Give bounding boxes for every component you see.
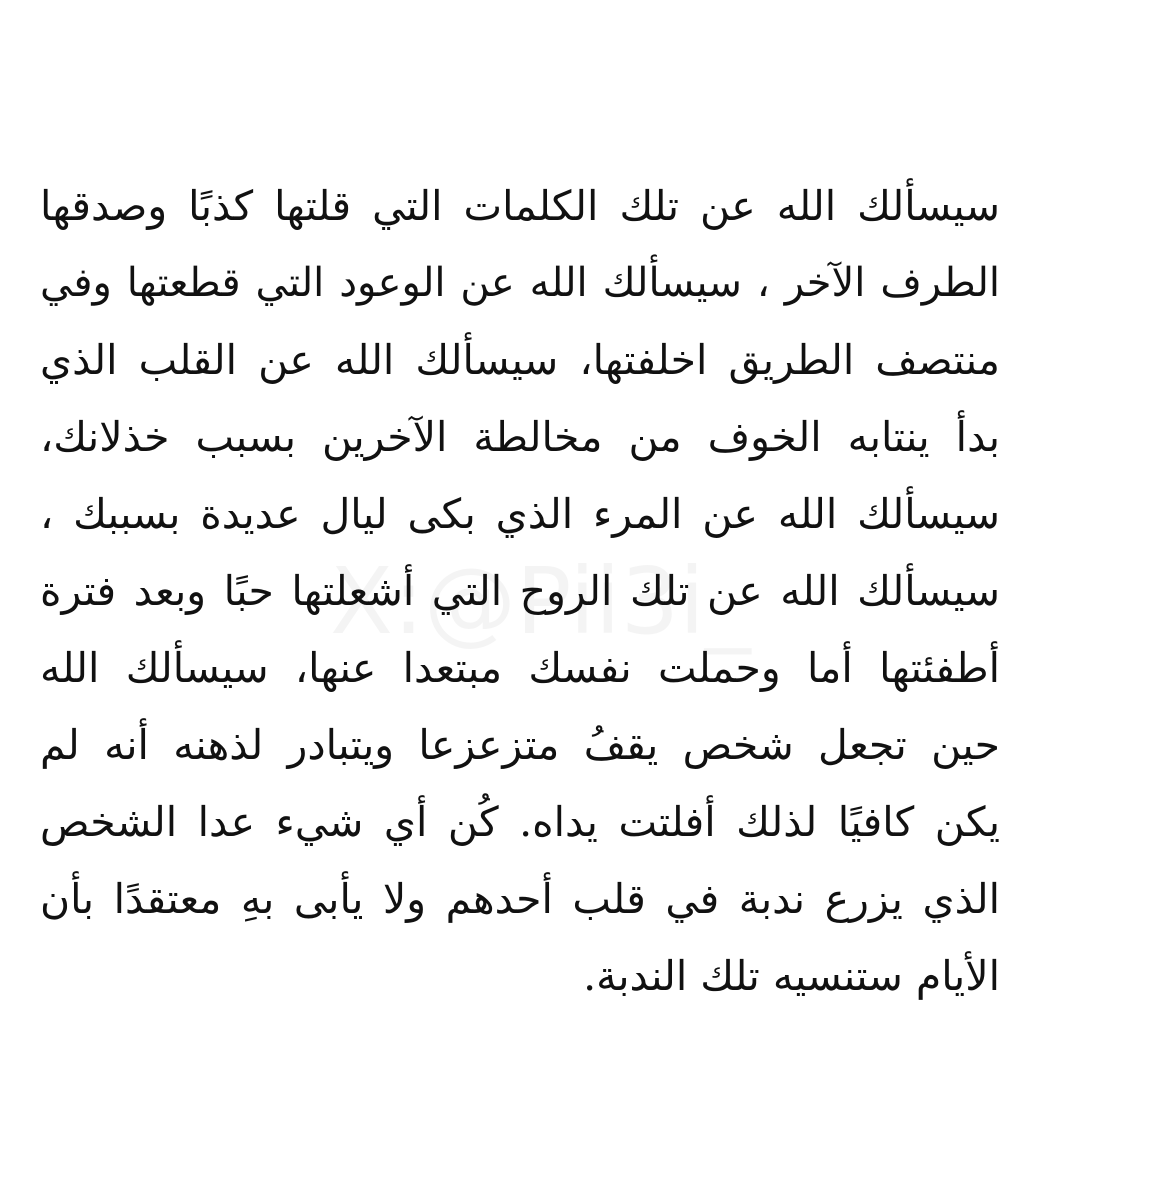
text-line-6: سيسألك الله عن تلك الروح التي أشعلتها حبًا وبعد فترة (40, 567, 1000, 615)
text-line-11: الأيام ستنسيه تلك الندبة. (583, 952, 1000, 1000)
text-line-9: يكن كافيًا لذلك أفلتت يداه. كُن أي شيء عدا الشخص (40, 798, 1000, 846)
text-line-10: الذي يزرع ندبة في قلب أحدهم ولا يأبى بهِ معتقدًا بأن (40, 875, 1000, 923)
text-line-2: الطرف الآخر ، سيسألك الله عن الوعود التي قطعتها وفي (40, 260, 1000, 306)
text-line-7: أطفئتها أما وحملت نفسك مبتعدا عنها، سيسألك الله (40, 644, 1000, 692)
text-line-8: حين تجعل شخص يقفُ متزعزعا ويتبادر لذهنه أنه لم (40, 721, 1000, 769)
text-line-1: سيسألك الله عن تلك الكلمات التي قلتها كذبًا وصدقها (40, 182, 1000, 230)
text-line-5: سيسألك الله عن المرء الذي بكى ليال عديدة بسببك ، (40, 490, 1000, 538)
text-line-4: بدأ ينتابه الخوف من مخالطة الآخرين بسبب خذلانك، (40, 413, 1000, 461)
quote-text-block (40, 168, 1000, 1015)
text-line-3: منتصف الطريق اخلفتها، سيسألك الله عن القلب الذي (40, 336, 1000, 384)
